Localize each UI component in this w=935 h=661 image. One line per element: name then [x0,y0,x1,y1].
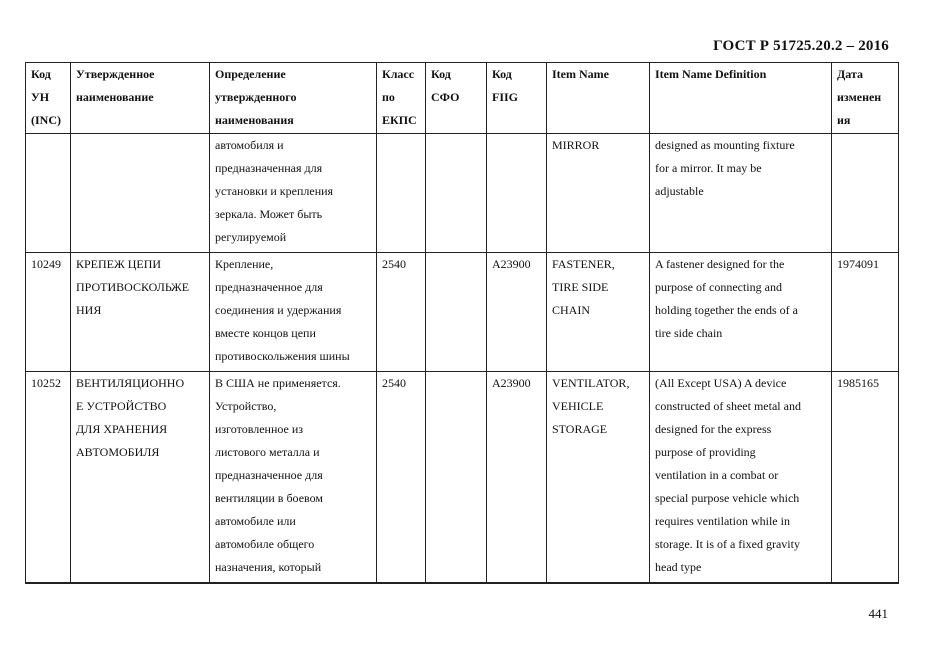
header-line: Код [431,67,451,81]
cell-line: A23900 [492,257,531,271]
header-line: Item Name Definition [655,67,767,81]
cell-line: 10252 [31,376,61,390]
cell-line: storage. It is of a fixed gravity [655,537,800,551]
col-name-header [71,63,210,134]
header-line: ЕКПС [382,113,417,127]
cell-line: designed for the express [655,422,772,436]
name-cell [71,253,210,372]
header-line: Утвержденное [76,67,155,81]
table-row [26,134,899,253]
cell-line: вентиляции в боевом [215,491,323,505]
cell-line: регулируемой [215,230,287,244]
cell-line: назначения, который [215,560,322,574]
header-line: изменен [837,90,882,104]
cell-line: VENTILATOR, [552,376,630,390]
col-fiig-header [487,63,547,134]
inc-cell [26,253,71,372]
item-name-cell [547,372,650,584]
cell-line: FASTENER, [552,257,615,271]
definition-cell [210,134,377,253]
cell-line: VEHICLE [552,399,604,413]
cell-line: автомобиля и [215,138,284,152]
col-item-definition-header [650,63,832,134]
col-ekps-header [377,63,426,134]
cell-line: 1985165 [837,376,879,390]
header-line: Класс [382,67,415,81]
cell-line: ВЕНТИЛЯЦИОННО [76,376,185,390]
item-name-cell [547,134,650,253]
sfo-cell [426,372,487,584]
header-line: Код [492,67,512,81]
cell-line: constructed of sheet metal and [655,399,801,413]
page-number: 441 [868,606,888,621]
cell-line: Устройство, [215,399,277,413]
header-line: Определение [215,67,286,81]
cell-line: A23900 [492,376,531,390]
header-line: УН [31,90,50,104]
cell-line: 2540 [382,376,406,390]
cell-line: изготовленное из [215,422,304,436]
cell-line: листового металла и [215,445,320,459]
table-header-row [26,63,899,134]
header-line: ия [837,113,851,127]
ekps-cell [377,134,426,253]
sfo-cell [426,253,487,372]
col-definition-header [210,63,377,134]
header-line: наименование [76,90,154,104]
cell-line: for a mirror. It may be [655,161,762,175]
cell-line: A fastener designed for the [655,257,785,271]
cell-line: Крепление, [215,257,274,271]
cell-line: КРЕПЕЖ ЦЕПИ [76,257,162,271]
cell-line: Е УСТРОЙСТВО [76,399,167,413]
header-line: СФО [431,90,460,104]
header-line: FIIG [492,90,519,104]
document-code: ГОСТ Р 51725.20.2 – 2016 [713,38,889,54]
cell-line: adjustable [655,184,704,198]
fiig-cell [487,372,547,584]
fiig-cell [487,253,547,372]
cell-line: ПРОТИВОСКОЛЬЖЕ [76,280,190,294]
cell-line: TIRE SIDE [552,280,609,294]
cell-line: CHAIN [552,303,590,317]
fiig-cell [487,134,547,253]
cell-line: ventilation in a combat or [655,468,779,482]
header-line: наименования [215,113,294,127]
inc-cell [26,134,71,253]
sfo-cell [426,134,487,253]
inc-cell [26,372,71,584]
cell-line: head type [655,560,702,574]
header-line: Item Name [552,67,609,81]
cell-line: установки и крепления [215,184,334,198]
cell-line: special purpose vehicle which [655,491,800,505]
cell-line: вместе концов цепи [215,326,316,340]
item-name-cell [547,253,650,372]
header-line: утвержденного [215,90,297,104]
cell-line: автомобиле общего [215,537,315,551]
table-row [26,253,899,372]
cell-line: purpose of connecting and [655,280,782,294]
cell-line: 10249 [31,257,61,271]
definition-cell [210,372,377,584]
cell-line: предназначенное для [215,468,323,482]
cell-line: purpose of providing [655,445,756,459]
cell-line: предназначенная для [215,161,323,175]
item-definition-cell [650,372,832,584]
date-cell [832,372,899,584]
name-cell [71,134,210,253]
cell-line: tire side chain [655,326,723,340]
header-line: Код [31,67,51,81]
cell-line: предназначенное для [215,280,323,294]
header-line: Дата [837,67,863,81]
cell-line: соединения и удержания [215,303,342,317]
cell-line: holding together the ends of a [655,303,798,317]
date-cell [832,134,899,253]
ekps-cell [377,372,426,584]
definition-cell [210,253,377,372]
col-date-header [832,63,899,134]
cell-line: ДЛЯ ХРАНЕНИЯ [76,422,168,436]
col-item-name-header [547,63,650,134]
cell-line: requires ventilation while in [655,514,790,528]
cell-line: 2540 [382,257,406,271]
registry-table [25,62,899,584]
cell-line: В США не применяется. [215,376,341,390]
cell-line: 1974091 [837,257,879,271]
cell-line: АВТОМОБИЛЯ [76,445,160,459]
date-cell [832,253,899,372]
header-line: по [382,90,395,104]
item-definition-cell [650,134,832,253]
cell-line: НИЯ [76,303,102,317]
header-line: (INC) [31,113,61,127]
col-sfo-header [426,63,487,134]
cell-line: STORAGE [552,422,608,436]
cell-line: зеркала. Может быть [215,207,323,221]
name-cell [71,372,210,584]
ekps-cell [377,253,426,372]
col-inc-header [26,63,71,134]
table-row [26,372,899,584]
item-definition-cell [650,253,832,372]
cell-line: (All Except USA) A device [655,376,787,390]
cell-line: автомобиле или [215,514,296,528]
cell-line: designed as mounting fixture [655,138,795,152]
cell-line: MIRROR [552,138,600,152]
cell-line: противоскольжения шины [215,349,350,363]
